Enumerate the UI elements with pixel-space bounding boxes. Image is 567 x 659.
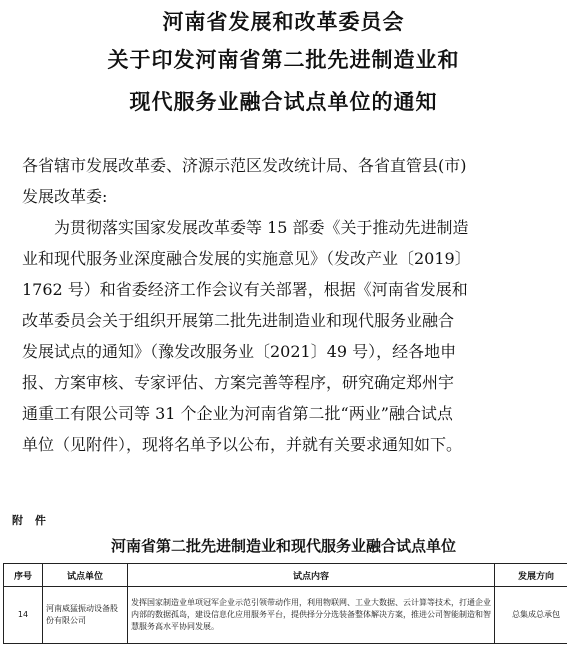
cell-development-direction: 总集成总承包 [495,587,567,644]
body-line: 为贯彻落实国家发展改革委等 15 部委《关于推动先进制造 [54,218,469,237]
header-pilot-content: 试点内容 [128,564,495,587]
cell-pilot-unit: 河南威猛振动设备股份有限公司 [43,587,128,644]
cell-pilot-content: 发挥国家制造业单项冠军企业示范引领带动作用，利用物联网、工业大数据、云计算等技术，打通企业内部的数据孤岛，建设信息化应用服务平台，提供择分分选装备整体解决方案，推进公司智能制造和智慧服务高水平协同发展。 [128,587,495,644]
attachment-table-title: 河南省第二批先进制造业和现代服务业融合试点单位 [110,537,456,555]
cell-serial-number: 14 [4,587,43,644]
header-serial-number: 序号 [4,564,43,587]
body-line: 报、方案审核、专家评估、方案完善等程序，研究确定郑州宇 [22,373,455,392]
salutation-line-1: 各省辖市发展改革委、济源示范区发改统计局、各省直管县(市) [22,156,467,175]
header-pilot-unit: 试点单位 [43,564,128,587]
body-line: 单位（见附件），现将名单予以公布，并就有关要求通知如下。 [22,435,463,454]
body-line: 发展试点的通知》（豫发改服务业〔2021〕49 号），经各地申 [22,342,457,361]
body-line: 业和现代服务业深度融合发展的实施意见》（发改产业〔2019〕 [22,249,471,268]
header-development-direction: 发展方向 [495,564,567,587]
body-line: 改革委员会关于组织开展第二批先进制造业和现代服务业融合 [22,311,455,330]
table-header-row [4,564,567,587]
document-title-line-3: 现代服务业融合试点单位的通知 [129,90,438,114]
salutation-line-2: 发展改革委: [22,187,108,206]
pilot-units-table [3,563,567,644]
body-line: 通重工有限公司等 31 个企业为河南省第二批“两业”融合试点 [22,404,453,423]
salutation [22,150,552,212]
document-title-line-2: 关于印发河南省第二批先进制造业和 [107,48,460,72]
body-line: 1762 号）和省委经济工作会议有关部署，根据《河南省发展和 [22,280,468,299]
notice-body [22,212,552,460]
attachment-label: 附 件 [12,514,50,527]
document-title-line-1: 河南省发展和改革委员会 [162,10,405,34]
table-row [4,587,567,644]
